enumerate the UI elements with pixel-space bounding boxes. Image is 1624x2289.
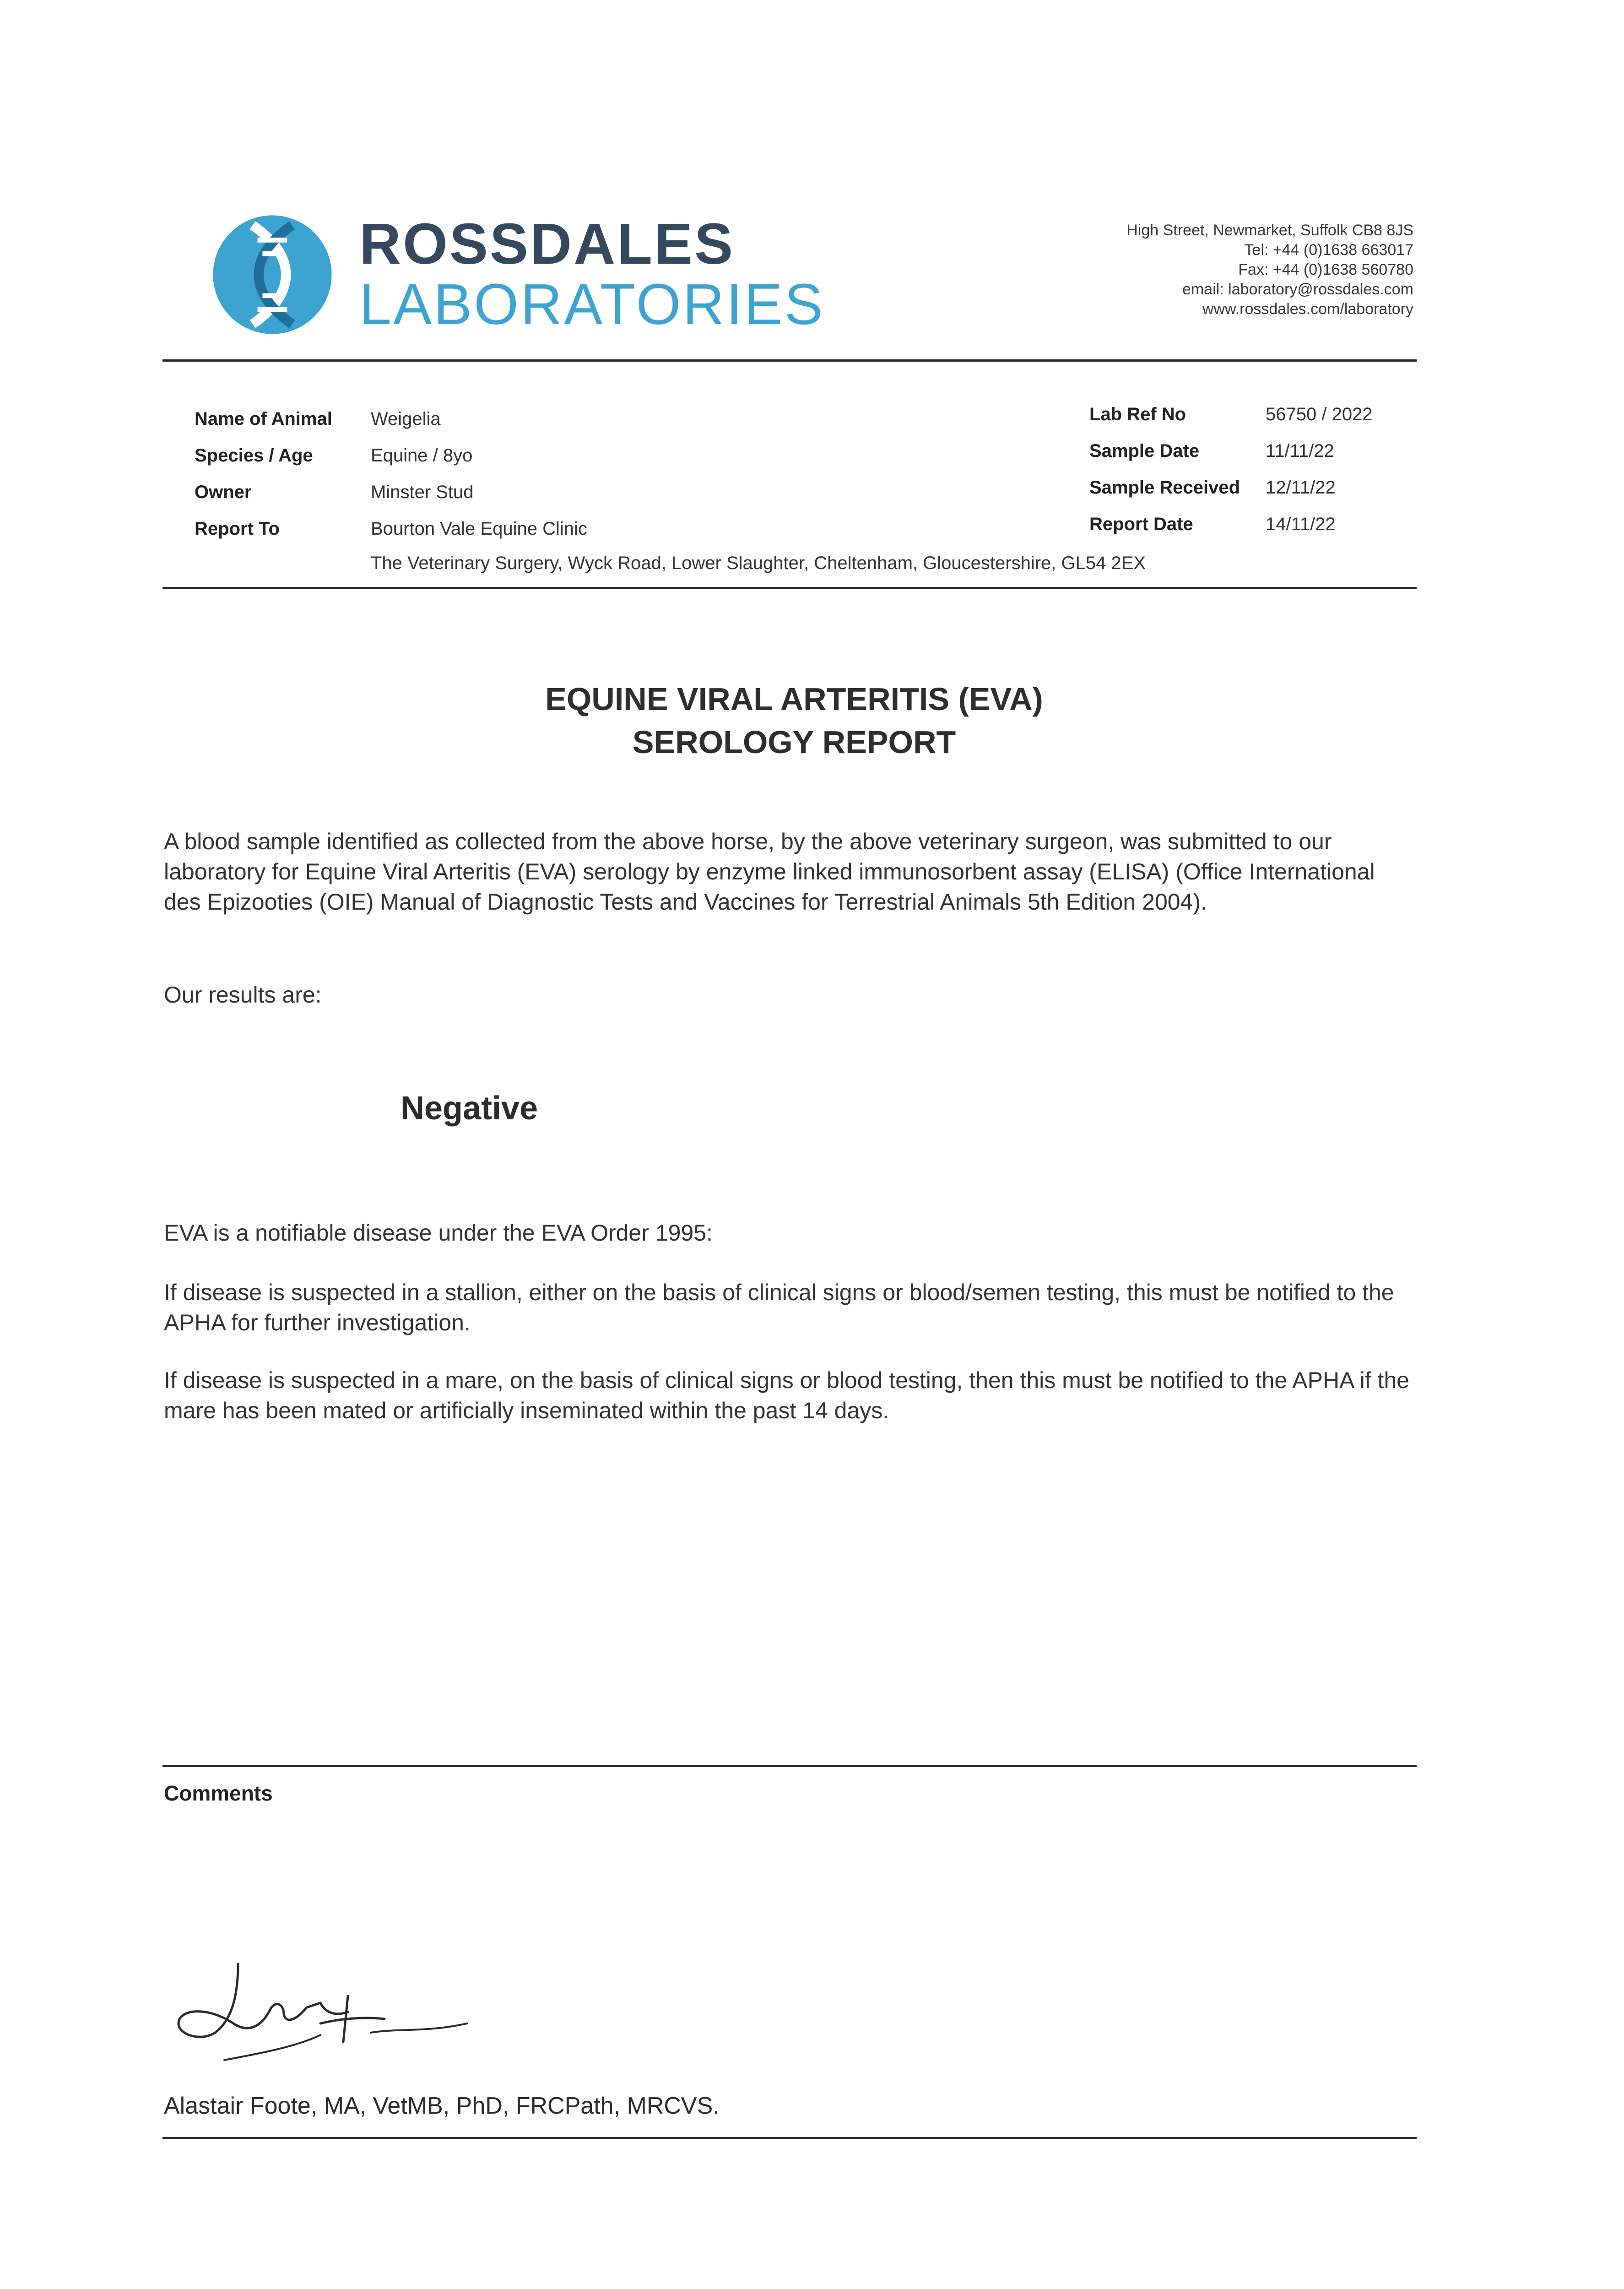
address-tel: Tel: +44 (0)1638 663017	[1244, 241, 1413, 259]
test-result: Negative	[401, 1090, 538, 1127]
comments-divider	[162, 1765, 1417, 1767]
species-label: Species / Age	[195, 445, 313, 466]
report-title	[0, 678, 1588, 764]
lab-address	[1126, 221, 1413, 319]
report-date-value: 14/11/22	[1266, 514, 1336, 534]
report-to-value: Bourton Vale Equine Clinic	[371, 519, 587, 539]
brand-wordmark	[359, 212, 825, 336]
details-divider	[162, 587, 1417, 589]
mare-note: If disease is suspected in a mare, on the basis of clinical signs or blood testing, then this must be notified to the APHA if the mare has been mated or artificially inseminated within the past 14 days.	[164, 1367, 1409, 1423]
sample-received-label: Sample Received	[1089, 477, 1240, 498]
address-street: High Street, Newmarket, Suffolk CB8 8JS	[1126, 222, 1413, 239]
stallion-note: If disease is suspected in a stallion, either on the basis of clinical signs or blood/semen testing, this must be notified to the APHA for further investigation.	[164, 1280, 1394, 1335]
name-label: Name of Animal	[195, 409, 332, 429]
brand-name: ROSSDALES	[359, 212, 735, 276]
address-fax: Fax: +44 (0)1638 560780	[1238, 261, 1413, 278]
intro-paragraph: A blood sample identified as collected from the above horse, by the above veterinary surgeon, was submitted to our laboratory for Equine Viral Arteritis (EVA) serology by enzyme linked immunosorbent assay (ELISA) (Office International des Epizooties (OIE) Manual of Diagnostic Tests and Vaccines for Terrestrial Animals 5th Edition 2004).	[164, 829, 1375, 915]
species-value: Equine / 8yo	[371, 445, 473, 466]
address-website: www.rossdales.com/laboratory	[1202, 300, 1413, 318]
owner-label: Owner	[195, 482, 252, 502]
sample-date-value: 11/11/22	[1266, 441, 1334, 461]
report-date-label: Report Date	[1089, 514, 1193, 534]
sample-date-label: Sample Date	[1089, 441, 1200, 461]
address-email: email: laboratory@rossdales.com	[1182, 281, 1413, 298]
lab-ref-value: 56750 / 2022	[1266, 404, 1373, 424]
notifiable-statement: EVA is a notifiable disease under the EVA Order 1995:	[164, 1220, 713, 1246]
header-divider	[162, 359, 1417, 362]
lab-ref-label: Lab Ref No	[1089, 404, 1186, 424]
dna-logo-icon	[211, 213, 334, 336]
report-to-label: Report To	[195, 519, 280, 539]
name-value: Weigelia	[371, 409, 441, 429]
comments-label: Comments	[164, 1781, 273, 1805]
report-title-line1: EQUINE VIRAL ARTERITIS (EVA)	[545, 681, 1043, 717]
results-intro: Our results are:	[164, 982, 322, 1008]
owner-value: Minster Stud	[371, 482, 474, 502]
report-title-line2: SEROLOGY REPORT	[632, 724, 956, 760]
footer-divider	[162, 2137, 1417, 2139]
signature-image	[169, 1955, 490, 2074]
brand-subtitle: LABORATORIES	[359, 272, 825, 336]
signatory-name: Alastair Foote, MA, VetMB, PhD, FRCPath, MRCVS.	[164, 2093, 720, 2119]
report-to-address: The Veterinary Surgery, Wyck Road, Lower Slaughter, Cheltenham, Gloucestershire, GL54 2EX	[371, 553, 1146, 573]
sample-received-value: 12/11/22	[1266, 477, 1336, 498]
